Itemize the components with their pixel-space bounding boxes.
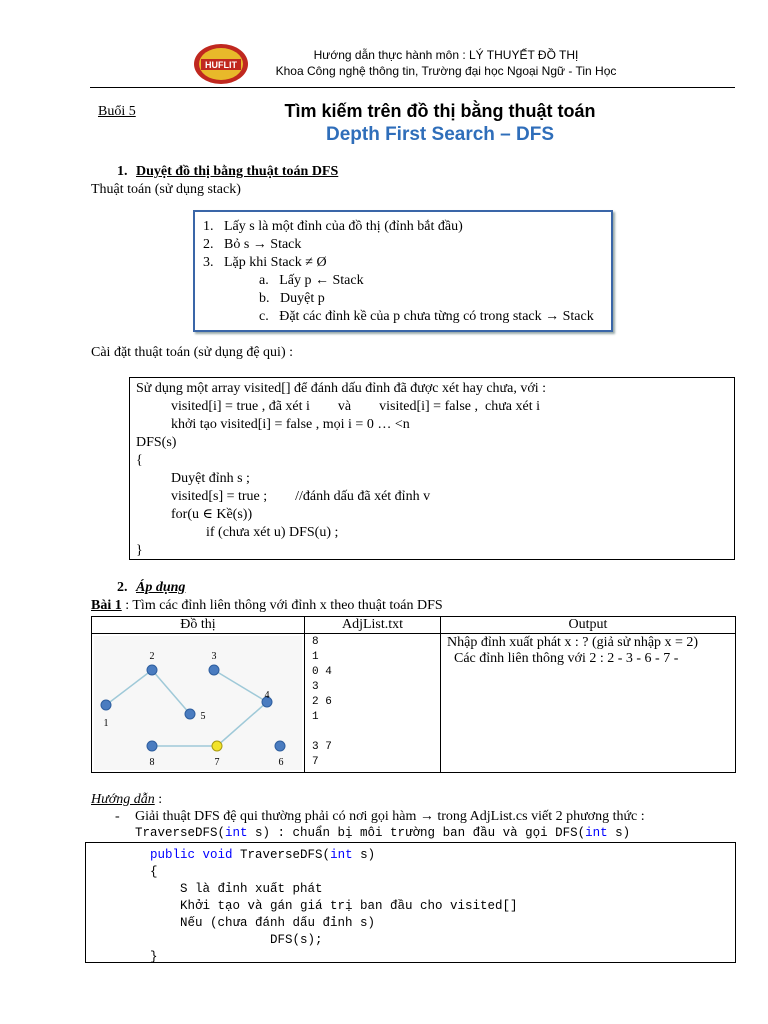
lesson-label: Buổi 5 <box>98 104 136 119</box>
guide-bullet: - <box>115 809 120 824</box>
node-label: 1 <box>103 718 109 729</box>
adjlist-line <box>312 725 440 740</box>
code-line: for(u ∈ Kề(s)) <box>136 507 253 522</box>
method-name: TraverseDFS( <box>232 848 331 862</box>
algo-line: 3. Lặp khi Stack ≠ Ø <box>203 255 327 270</box>
adjlist-line: 3 7 <box>312 741 332 753</box>
traverse-description <box>135 826 630 840</box>
algo-line: c. Đặt các đỉnh kề của p chưa từng có trong stack → Stack <box>203 309 594 324</box>
graph-node <box>147 741 157 751</box>
exercise-table <box>91 616 736 773</box>
keyword-int: int <box>330 848 353 862</box>
adjlist-line: 1 <box>312 651 319 663</box>
section1-number: 1. <box>117 164 128 179</box>
exercise-line <box>91 598 443 614</box>
university-logo <box>193 43 249 85</box>
algorithm-box <box>193 210 613 332</box>
traverse-text: s) : chuẩn bị môi trường ban đầu và gọi DFS( <box>247 826 586 840</box>
graph-node <box>147 665 157 675</box>
node-label: 3 <box>211 651 217 662</box>
keyword-int: int <box>225 826 248 840</box>
node-label: 7 <box>214 757 220 768</box>
header-rule <box>90 87 735 88</box>
node-label: 8 <box>149 757 155 768</box>
code-signature <box>150 847 518 864</box>
code-line: Nếu (chưa đánh dấu đỉnh s) <box>150 916 376 930</box>
node-label: 4 <box>264 690 270 701</box>
exercise-text: : Tìm các đỉnh liên thông với đỉnh x theo thuật toán DFS <box>121 598 443 613</box>
traverse-text: TraverseDFS( <box>135 826 226 840</box>
guide-label: Hướng dẫn <box>91 792 155 807</box>
code-line: { <box>150 865 158 879</box>
graph-node-start <box>212 741 222 751</box>
algo-line: 2. Bỏ s → Stack <box>203 237 302 252</box>
section1-intro: Thuật toán (sử dụng stack) <box>91 182 241 197</box>
adjlist-line: 0 4 <box>312 666 332 678</box>
adjlist-line: 1 <box>312 711 319 723</box>
method-param: s) <box>352 848 376 862</box>
guide-bullet-text: Giải thuật DFS đệ qui thường phải có nơi gọi hàm → trong AdjList.cs viết 2 phương thức : <box>135 809 645 824</box>
exercise-label: Bài 1 <box>91 598 122 613</box>
logo-text: HUFLIT <box>205 60 237 70</box>
lesson-title: Tìm kiếm trên đồ thị bằng thuật toán <box>284 101 596 121</box>
graph-node <box>209 665 219 675</box>
section2-heading: Áp dụng <box>136 580 186 595</box>
table-header-graph: Đồ thị <box>92 617 305 634</box>
code-line: visited[s] = true ; //đánh dấu đã xét đỉnh v <box>136 489 431 504</box>
guide-heading <box>91 792 162 808</box>
keyword-public: public <box>150 848 196 862</box>
code-line: DFS(s) <box>136 435 177 450</box>
code-line: Duyệt đỉnh s ; <box>136 471 250 486</box>
graph-node <box>185 709 195 719</box>
output-line: Nhập đỉnh xuất phát x : ? (giả sử nhập x = 2) <box>447 635 699 650</box>
adjlist-line: 2 6 <box>312 696 332 708</box>
recursive-code-box <box>129 377 735 560</box>
header-line-2: Khoa Công nghệ thông tin, Trường đại học Ngoại Ngữ - Tin Học <box>275 64 617 78</box>
guide-colon: : <box>154 792 163 807</box>
keyword-void: void <box>202 848 233 862</box>
header-line-1: Hướng dẫn thực hành môn : LÝ THUYẾT ĐỒ THỊ <box>313 48 579 62</box>
graph-node <box>101 700 111 710</box>
recursive-intro: Cài đặt thuật toán (sử dụng đệ qui) : <box>91 345 293 360</box>
code-line: khởi tạo visited[i] = false , mọi i = 0 … <n <box>136 417 410 432</box>
adjlist-cell <box>305 634 441 773</box>
graph-node <box>275 741 285 751</box>
code-line: S là đỉnh xuất phát <box>150 882 323 896</box>
lesson-subtitle: Depth First Search – DFS <box>325 124 555 145</box>
graph-figure <box>92 634 304 772</box>
traverse-code-box <box>85 842 736 963</box>
node-label: 2 <box>149 651 155 662</box>
adjlist-line: 7 <box>312 756 319 768</box>
code-line: Sử dụng một array visited[] để đánh dấu đỉnh đã được xét hay chưa, với : <box>136 381 547 396</box>
code-line: visited[i] = true , đã xét i và visited[i] = false , chưa xét i <box>136 399 541 414</box>
adjlist-line: 3 <box>312 681 319 693</box>
keyword-int: int <box>585 826 608 840</box>
code-line: DFS(s); <box>150 933 323 947</box>
algo-line: b. Duyệt p <box>203 291 325 306</box>
code-line: { <box>136 453 143 468</box>
output-line: Các đỉnh liên thông với 2 : 2 - 3 - 6 - 7 - <box>447 651 679 666</box>
code-line: } <box>136 543 143 558</box>
code-line: } <box>150 950 158 964</box>
algo-line: a. Lấy p ← Stack <box>203 273 364 288</box>
algo-line: 1. Lấy s là một đỉnh của đồ thị (đỉnh bắt đầu) <box>203 219 463 234</box>
section2-number: 2. <box>117 580 128 595</box>
traverse-text: s) <box>607 826 631 840</box>
graph-cell <box>92 634 305 773</box>
output-cell <box>441 634 736 773</box>
adjlist-line: 8 <box>312 636 319 648</box>
code-line: Khởi tạo và gán giá trị ban đầu cho visited[] <box>150 899 518 913</box>
node-label: 6 <box>278 757 284 768</box>
code-line: if (chưa xét u) DFS(u) ; <box>136 525 339 540</box>
table-header-adjlist: AdjList.txt <box>305 617 441 634</box>
table-header-output: Output <box>441 617 736 634</box>
node-label: 5 <box>200 711 206 722</box>
section1-heading: Duyệt đồ thị bằng thuật toán DFS <box>136 164 339 179</box>
